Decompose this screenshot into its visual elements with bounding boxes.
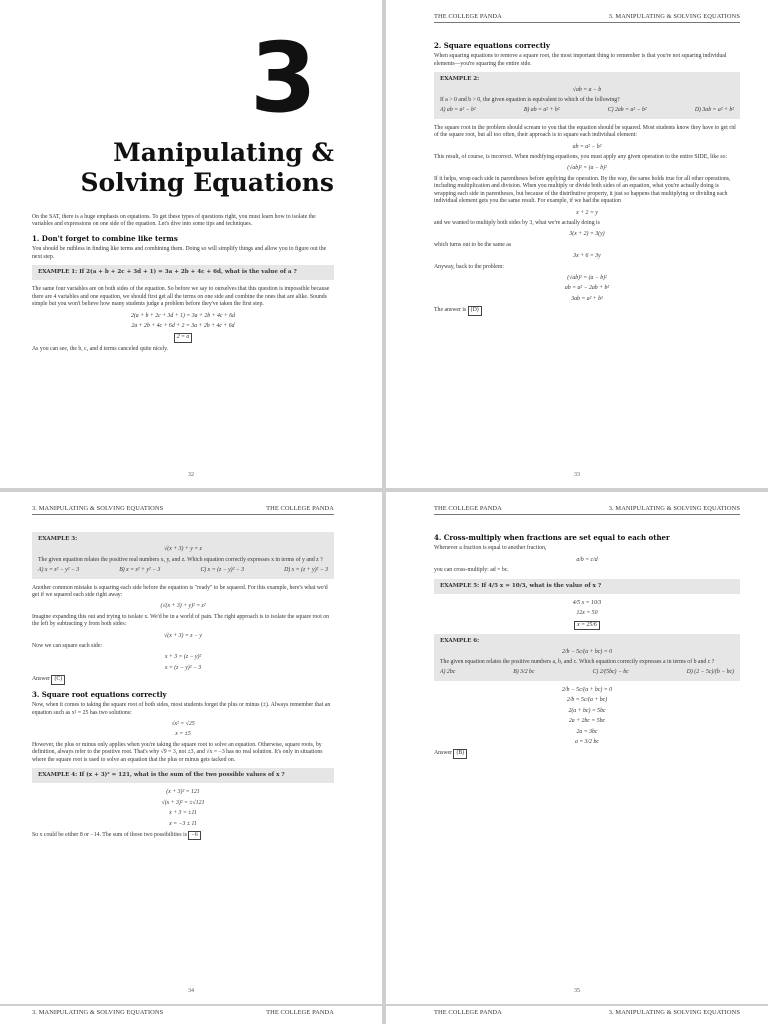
example-3-question: The given equation relates the positive real numbers x, y, and z. Which equation correctly expresses x in terms of y and z ? bbox=[38, 556, 323, 563]
equation: a = 3/2 bc bbox=[574, 738, 600, 745]
header-chapter: 3. MANIPULATING & SOLVING EQUATIONS bbox=[608, 1009, 740, 1016]
closing-text: So x could be either 8 or −14. The sum of those two possibilities is bbox=[32, 831, 187, 838]
paragraph: Imagine expanding this out and trying to isolate x. We'd be in a world of pain. The right approach is to isolate the square root on the left by subtracting y from both sides: bbox=[32, 613, 330, 628]
example-6-equation: 2/b − 5c/(a + bc) = 0 bbox=[561, 648, 613, 655]
example-3-box bbox=[32, 532, 334, 579]
equation: 2(a + bc) = 5bc bbox=[568, 707, 606, 714]
choice-d: D) (2 − 5c)/(b − bc) bbox=[686, 669, 734, 676]
running-header bbox=[434, 13, 740, 23]
choice-c: C) 2ab = a² − b² bbox=[607, 107, 647, 114]
section-1-text: You should be ruthless in finding like terms and combining them. Doing so will simplify things and allow you to figure out the next step. bbox=[32, 246, 327, 260]
example-6-question: The given equation relates the positive numbers a, b, and c. Which equation correctly expresses a in terms of b and c ? bbox=[440, 659, 715, 666]
header-book: THE COLLEGE PANDA bbox=[266, 1009, 334, 1016]
equation: x + 2 = y bbox=[576, 209, 598, 216]
chapter-number: 3 bbox=[250, 22, 317, 134]
header-book: THE COLLEGE PANDA bbox=[434, 13, 502, 20]
section-2-text: When squaring equations to remove a square root, the most important thing to remember is that you're not squaring individual elements—you're squaring the entire side. bbox=[434, 53, 727, 67]
paragraph: Now, when it comes to taking the square root of both sides, most students forget the plus or minus (±). Always remember that an equation such as x² = 25 has two solutions: bbox=[32, 702, 331, 716]
equation: (x + 3)² = 121 bbox=[166, 789, 200, 796]
equation: x + 3 = (z − y)² bbox=[164, 654, 202, 661]
equation: 2a + 2bc = 5bc bbox=[568, 718, 606, 725]
header-chapter: 3. MANIPULATING & SOLVING EQUATIONS bbox=[32, 1009, 164, 1016]
page-number: 35 bbox=[574, 988, 580, 994]
equation: 4/5 x = 10/3 bbox=[572, 600, 602, 607]
equation: 3(x + 2) = 3(y) bbox=[569, 231, 605, 238]
closing-line bbox=[32, 831, 334, 840]
equation: x = (z − y)² − 3 bbox=[164, 664, 202, 671]
answer-box: (B) bbox=[453, 749, 467, 758]
equation: √(x + 3) = z − y bbox=[164, 632, 202, 639]
equation-answer bbox=[434, 621, 740, 630]
example-6-choices bbox=[440, 669, 734, 676]
choice-a: A) ab = a² − b² bbox=[440, 107, 476, 114]
paragraph: This result, of course, is incorrect. When modifying equations, you must apply any given operation to the entire SIDE, like so: bbox=[434, 154, 728, 161]
choice-c: C) 2/(5bc) − bc bbox=[592, 669, 629, 676]
choice-a: A) 2bc bbox=[440, 669, 456, 676]
choice-d: D) x = (z + y)² − 3 bbox=[284, 567, 328, 574]
example-1-box bbox=[32, 265, 334, 280]
next-page-strip-left bbox=[0, 1006, 382, 1024]
equation: (√(x + 3) + y)² = z² bbox=[160, 603, 206, 610]
header-book: THE COLLEGE PANDA bbox=[266, 505, 334, 512]
page-number: 32 bbox=[188, 472, 194, 478]
example-4-text: EXAMPLE 4: If (x + 3)² = 121, what is the sum of the two possible values of x ? bbox=[38, 771, 285, 778]
choice-b: B) 3/2 bc bbox=[513, 669, 535, 676]
paragraph: Whenever a fraction is equal to another fraction, bbox=[434, 545, 547, 552]
example-5-box bbox=[434, 579, 740, 594]
answer-line bbox=[32, 675, 334, 684]
header-book: THE COLLEGE PANDA bbox=[434, 505, 502, 512]
example-3-choices bbox=[38, 567, 328, 574]
page-33 bbox=[386, 0, 768, 488]
answer-box: (D) bbox=[468, 306, 482, 315]
next-page-strip-right bbox=[386, 1006, 768, 1024]
choice-a: A) x = z² − y² − 3 bbox=[38, 567, 80, 574]
example-6-label: EXAMPLE 6: bbox=[440, 638, 480, 645]
header-chapter: 3. MANIPULATING & SOLVING EQUATIONS bbox=[32, 505, 164, 512]
paragraph: which turns out to be the same as bbox=[434, 241, 512, 248]
paragraph: However, the plus or minus only applies when you're taking the square root to solve an equation. Otherwise, square roots, by definition, always refer to the positive root. That's why √9 = 3, not ±3, and √x = −3 has no real solution. It's only in situations where the square root is used to solve an equation that the plus or minus gets tacked on. bbox=[32, 741, 323, 763]
chapter-title bbox=[34, 138, 334, 198]
answer-prefix: Answer bbox=[434, 750, 453, 757]
header-chapter: 3. MANIPULATING & SOLVING EQUATIONS bbox=[608, 13, 740, 20]
equation: x + 3 = ±11 bbox=[169, 810, 197, 817]
equation: (√ab)² = (a − b)² bbox=[567, 165, 607, 172]
header-book: THE COLLEGE PANDA bbox=[434, 1009, 502, 1016]
paragraph: Anyway, back to the problem: bbox=[434, 263, 504, 270]
page-32 bbox=[0, 0, 382, 488]
closing-text: As you can see, the b, c, and d terms canceled quite nicely. bbox=[32, 345, 169, 352]
equation: √x² = √25 bbox=[171, 720, 195, 727]
section-4-title: 4. Cross-multiply when fractions are set equal to each other bbox=[434, 533, 670, 542]
example-1-explanation: The same four variables are on both sides of the equation. So before we say to ourselves that this question is impossible because there are 4 variables and one equation, we should first get all the terms on one side and combine the ones that are alike. Sounds simple but you won't believe how many students judge a problem before they've taken the first step. bbox=[32, 286, 330, 308]
paragraph: you can cross-multiply: ad = bc. bbox=[434, 567, 509, 574]
running-header bbox=[434, 505, 740, 515]
equation: x = −3 ± 11 bbox=[169, 820, 197, 827]
page-34-content bbox=[32, 528, 334, 844]
equation: ab = a² − 2ab + b² bbox=[564, 285, 610, 292]
example-2-label: EXAMPLE 2: bbox=[440, 76, 480, 83]
paragraph: Another common mistake is squaring each side before the equation is "ready" to be squared. For this example, here's what we'd get if we squared each side right away: bbox=[32, 584, 328, 599]
choice-d: D) 3ab = a² + b² bbox=[694, 107, 734, 114]
section-3-title: 3. Square root equations correctly bbox=[32, 689, 167, 699]
section-2-title: 2. Square equations correctly bbox=[434, 41, 550, 50]
equation: 3ab = a² + b² bbox=[571, 295, 603, 302]
page-34 bbox=[0, 492, 382, 1004]
choice-b: B) ab = a² + b² bbox=[523, 107, 560, 114]
answer-prefix: The answer is bbox=[434, 307, 467, 314]
example-2-question: If a > 0 and b > 0, the given equation is equivalent to which of the following? bbox=[440, 97, 620, 104]
choice-b: B) x = z² + y² − 3 bbox=[119, 567, 161, 574]
example-2-choices bbox=[440, 107, 734, 114]
choice-c: C) x = (z − y)² − 3 bbox=[200, 567, 245, 574]
example-2-box bbox=[434, 72, 740, 119]
equation-answer bbox=[32, 333, 334, 342]
equation: ab = a² − b² bbox=[572, 143, 602, 150]
page-number: 34 bbox=[188, 988, 194, 994]
example-2-equation: √ab = a − b bbox=[572, 86, 602, 93]
answer-line bbox=[434, 306, 740, 315]
page-33-content bbox=[434, 36, 740, 320]
equation: 2(a + b + 2c + 3d + 1) = 3a + 2b + 4c + 6d bbox=[130, 312, 236, 319]
equation: 3x + 6 = 3y bbox=[573, 253, 601, 260]
running-header bbox=[434, 1009, 740, 1018]
intro-paragraph: On the SAT, there is a huge emphasis on equations. To get these types of questions right, you must learn how to isolate the variables and expressions on one side of the equation. Let's dive into some tips and techniques. bbox=[32, 214, 316, 228]
equation: x = ±5 bbox=[175, 731, 191, 738]
page-35 bbox=[386, 492, 768, 1004]
example-3-label: EXAMPLE 3: bbox=[38, 536, 78, 542]
running-header bbox=[32, 505, 334, 515]
paragraph: The square root in the problem should scream to you that the equation should be squared. Most students know they have to get rid of the square root, but all too often, their approach is to square each individual element: bbox=[434, 124, 736, 139]
equation: a/b = c/d bbox=[576, 556, 598, 563]
chapter-title-line2: Solving Equations bbox=[80, 168, 334, 197]
answer-box: x = 25/6 bbox=[574, 621, 600, 630]
example-4-box bbox=[32, 768, 334, 783]
example-6-box bbox=[434, 634, 740, 681]
example-5-text: EXAMPLE 5: If 4/5 x = 10/3, what is the value of x ? bbox=[440, 582, 602, 589]
equation: 2a = 3bc bbox=[576, 728, 598, 735]
equation: 12x = 50 bbox=[576, 610, 598, 617]
example-3-equation: √(x + 3) + y = z bbox=[164, 546, 202, 553]
equation: √(x + 3)² = ±√121 bbox=[161, 799, 205, 806]
equation: 2a + 2b + 4c + 6d + 2 = 3a + 2b + 4c + 6d bbox=[131, 323, 235, 330]
paragraph: If it helps, wrap each side in parentheses before applying the operation. By the way, the same holds true for all other operations, including multiplication and division. When you multiply or divide both sides of an equation, what you're actually doing is wrapping each side in parentheses, but because of the distributive property, it just so happens that multiplying or dividing each individual element gets you the same result. For example, if we had the equation bbox=[434, 175, 731, 205]
example-1-text: EXAMPLE 1: If 2(a + b + 2c + 3d + 1) = 3a + 2b + 4c + 6d, what is the value of a ? bbox=[38, 269, 297, 276]
header-chapter: 3. MANIPULATING & SOLVING EQUATIONS bbox=[608, 505, 740, 512]
answer-box: (C) bbox=[51, 675, 65, 684]
page-32-content bbox=[32, 214, 334, 357]
answer-box: −6 bbox=[188, 831, 200, 840]
section-1-title: 1. Don't forget to combine like terms bbox=[32, 233, 178, 243]
paragraph: and we wanted to multiply both sides by 3, what we're actually doing is bbox=[434, 219, 600, 226]
equation: 2/b − 5c/(a + bc) = 0 bbox=[561, 686, 613, 693]
answer-box: 2 = a bbox=[174, 333, 193, 342]
running-header bbox=[32, 1009, 334, 1018]
equation: (√ab)² = (a − b)² bbox=[567, 274, 607, 281]
page-number: 33 bbox=[574, 472, 580, 478]
equation: 2/b = 5c/(a + bc) bbox=[566, 697, 608, 704]
answer-line bbox=[434, 749, 740, 758]
chapter-title-line1: Manipulating & bbox=[113, 138, 334, 167]
page-35-content bbox=[434, 528, 740, 763]
answer-prefix: Answer bbox=[32, 676, 51, 683]
paragraph: Now we can square each side: bbox=[32, 643, 103, 650]
